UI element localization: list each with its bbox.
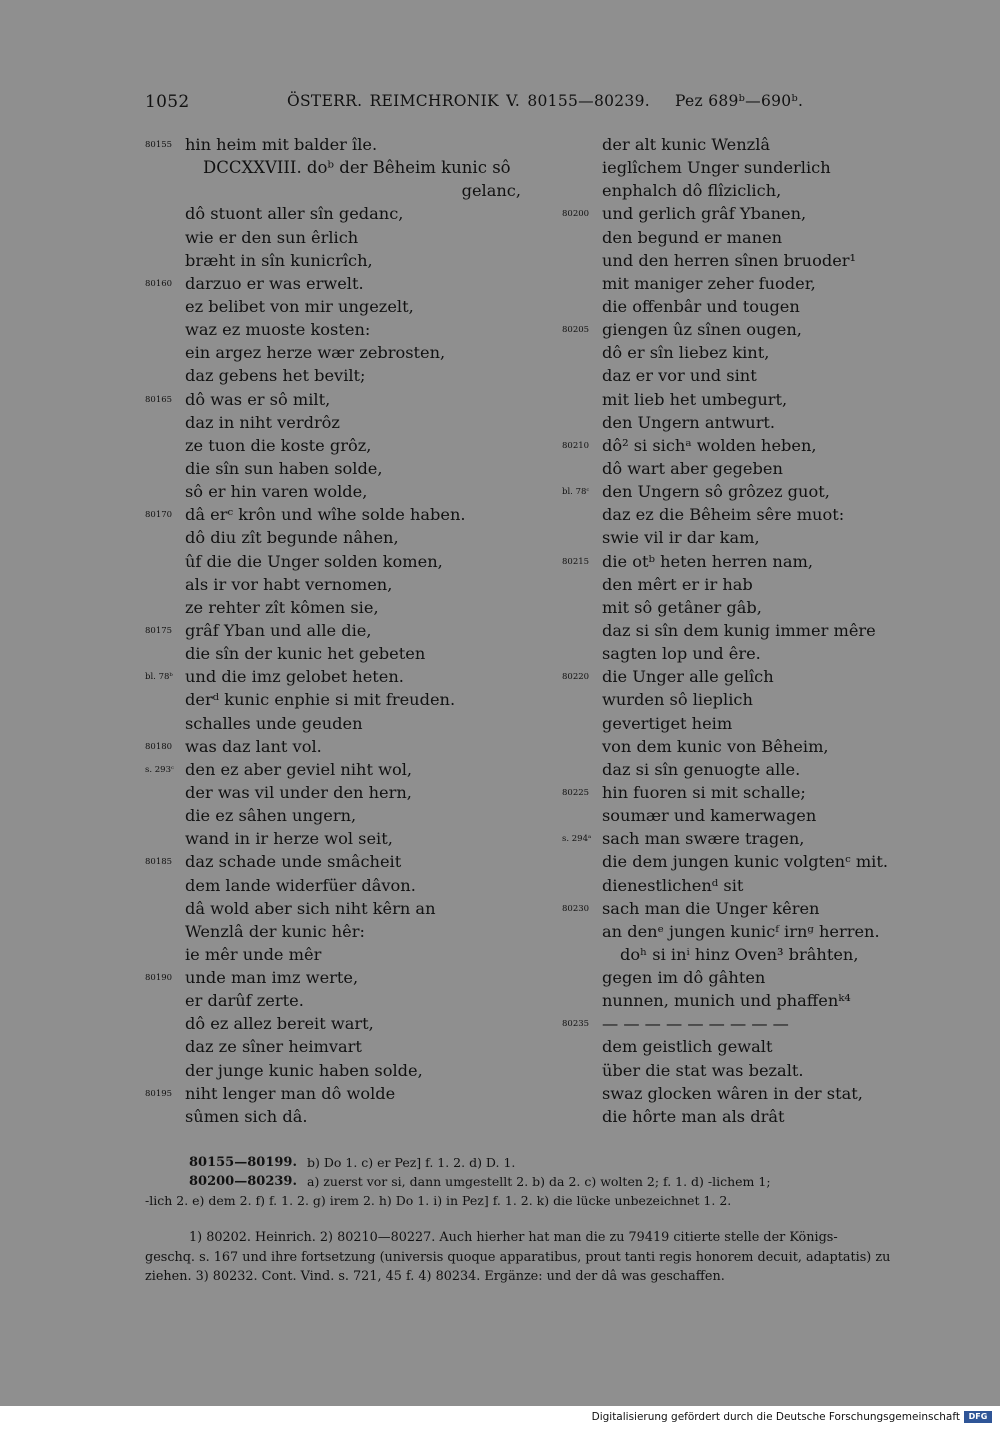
verse-line bbox=[562, 249, 962, 272]
verse-text: den Ungern sô grôzez guot, bbox=[602, 482, 830, 502]
line-number: 80220 bbox=[562, 672, 590, 683]
verse-line bbox=[145, 364, 565, 387]
verse-text: sagten lop und êre. bbox=[602, 644, 761, 664]
verse-text: dô diu zît begunde nâhen, bbox=[185, 528, 399, 548]
line-number: 80200 bbox=[562, 209, 590, 220]
verse-line bbox=[145, 1059, 565, 1082]
verse-line bbox=[145, 943, 565, 966]
verse-line bbox=[562, 850, 962, 873]
footnote-line bbox=[145, 1267, 960, 1287]
verse-line bbox=[562, 804, 962, 827]
verse-text: soumær und kamerwagen bbox=[602, 806, 817, 826]
verse-text: daz si sîn genuogte alle. bbox=[602, 759, 801, 779]
verse-text: gegen im dô gâhten bbox=[602, 968, 766, 988]
line-number: 80195 bbox=[145, 1088, 173, 1099]
verse-text: daz er vor und sint bbox=[602, 366, 757, 386]
variant-text: a) zuerst vor si, dann umgestellt 2. b) da 2. c) wolten 2; f. 1. d) -lichem 1; bbox=[307, 1174, 771, 1189]
verse-text: dô was er sô milt, bbox=[185, 389, 331, 409]
verse-line bbox=[145, 1105, 565, 1128]
verse-line bbox=[562, 827, 962, 850]
verse-line bbox=[562, 550, 962, 573]
verse-line bbox=[145, 179, 565, 202]
line-number: 80205 bbox=[562, 325, 590, 336]
verse-text: den Ungern antwurt. bbox=[602, 412, 776, 432]
verse-line bbox=[145, 411, 565, 434]
verse-text: — — — — — — — — — bbox=[602, 1014, 789, 1034]
verse-line bbox=[145, 457, 565, 480]
verse-text: ze tuon die koste grôz, bbox=[185, 435, 372, 455]
verse-text: ze rehter zît kômen sie, bbox=[185, 597, 379, 617]
verse-line bbox=[145, 295, 565, 318]
verse-line bbox=[145, 480, 565, 503]
verse-line bbox=[562, 758, 962, 781]
verse-line bbox=[562, 897, 962, 920]
verse-text: der was vil under den hern, bbox=[185, 782, 412, 802]
verse-text: wie er den sun êrlich bbox=[185, 227, 359, 247]
verse-text: der alt kunic Wenzlâ bbox=[602, 135, 771, 154]
verse-line bbox=[562, 688, 962, 711]
verse-text: dô wart aber gegeben bbox=[602, 458, 783, 478]
verse-line bbox=[145, 434, 565, 457]
verse-text: die ez sâhen ungern, bbox=[185, 806, 357, 826]
verse-line bbox=[562, 712, 962, 735]
verse-line bbox=[145, 573, 565, 596]
verse-text: unde man imz werte, bbox=[185, 968, 359, 988]
verse-text: dienestlichenᵈ sit bbox=[602, 875, 744, 895]
footnote-line bbox=[145, 1248, 960, 1268]
left-text-column bbox=[145, 133, 565, 1128]
verse-line bbox=[562, 1082, 962, 1105]
verse-line bbox=[562, 526, 962, 549]
verse-text: wurden sô lieplich bbox=[602, 690, 753, 710]
verse-text: die Unger alle gelîch bbox=[602, 667, 774, 687]
verse-line bbox=[145, 526, 565, 549]
line-number: 80155 bbox=[145, 140, 173, 150]
verse-line bbox=[562, 272, 962, 295]
verse-text: swaz glocken wâren in der stat, bbox=[602, 1083, 863, 1103]
verse-line bbox=[145, 619, 565, 642]
verse-line bbox=[145, 341, 565, 364]
chapter-heading: DCCXXVIII. doᵇ der Bêheim kunic sô bbox=[203, 158, 511, 178]
verse-line bbox=[562, 202, 962, 225]
verse-text: giengen ûz sînen ougen, bbox=[602, 320, 802, 340]
verse-line bbox=[562, 989, 962, 1012]
verse-line bbox=[145, 688, 565, 711]
line-number: 80230 bbox=[562, 903, 590, 914]
variant-row bbox=[145, 1191, 965, 1210]
verse-line bbox=[145, 156, 565, 179]
verse-line bbox=[562, 156, 962, 179]
verse-line bbox=[145, 596, 565, 619]
line-number: 80235 bbox=[562, 1019, 590, 1030]
line-number: 80185 bbox=[145, 857, 173, 868]
footer-bar bbox=[0, 1406, 1000, 1429]
verse-text: enphalch dô flîziclich, bbox=[602, 181, 782, 201]
line-number: s. 294ᵃ bbox=[562, 834, 592, 845]
verse-text: er darûf zerte. bbox=[185, 991, 304, 1011]
verse-text: mit maniger zeher fuoder, bbox=[602, 273, 816, 293]
verse-text: ûf die die Unger solden komen, bbox=[185, 551, 443, 571]
verse-text: dâ wold aber sich niht kêrn an bbox=[185, 898, 436, 918]
line-number: 80210 bbox=[562, 440, 590, 451]
verse-text: dô stuont aller sîn gedanc, bbox=[185, 204, 404, 224]
verse-text: und die imz gelobet heten. bbox=[185, 667, 404, 687]
verse-text: dem geistlich gewalt bbox=[602, 1037, 773, 1057]
verse-text: hin heim mit balder île. bbox=[185, 135, 378, 154]
verse-text: dô² si sichᵃ wolden heben, bbox=[602, 435, 817, 455]
verse-text: die sîn sun haben solde, bbox=[185, 458, 383, 478]
verse-text: dâ erᶜ krôn und wîhe solde haben. bbox=[185, 505, 466, 525]
footnote-text: 1) 80202. Heinrich. 2) 80210—80227. Auch hierher hat man die zu 79419 citierte stelle der Königs- bbox=[189, 1230, 838, 1245]
verse-line bbox=[145, 388, 565, 411]
line-number: 80170 bbox=[145, 510, 173, 521]
verse-text: swie vil ir dar kam, bbox=[602, 528, 760, 548]
verse-text: bræht in sîn kunicrîch, bbox=[185, 250, 373, 270]
verse-text: gevertiget heim bbox=[602, 713, 733, 733]
verse-text: als ir vor habt vernomen, bbox=[185, 574, 393, 594]
verse-line bbox=[145, 665, 565, 688]
verse-text: an denᵉ jungen kunicᶠ irnᵍ herren. bbox=[602, 921, 880, 941]
dfg-logo: DFG bbox=[964, 1411, 992, 1423]
verse-line bbox=[562, 341, 962, 364]
variant-apparatus bbox=[145, 1153, 965, 1210]
line-number: 80165 bbox=[145, 394, 173, 405]
verse-line bbox=[562, 966, 962, 989]
verse-text: daz ze sîner heimvart bbox=[185, 1037, 362, 1057]
pez-reference: Pez 689ᵇ—690ᵇ. bbox=[675, 92, 804, 110]
verse-text: die dem jungen kunic volgtenᶜ mit. bbox=[602, 852, 889, 872]
verse-text: daz gebens het bevilt; bbox=[185, 366, 366, 386]
verse-line bbox=[145, 897, 565, 920]
verse-line bbox=[145, 272, 565, 295]
verse-line bbox=[145, 827, 565, 850]
line-number: s. 293ᶜ bbox=[145, 764, 174, 775]
verse-text: wand in ir herze wol seit, bbox=[185, 829, 393, 849]
footnote-line bbox=[145, 1228, 960, 1248]
verse-line bbox=[562, 411, 962, 434]
verse-text: daz in niht verdrôz bbox=[185, 412, 340, 432]
verse-line bbox=[145, 735, 565, 758]
line-number: bl. 78ᶜ bbox=[562, 487, 590, 498]
line-number: bl. 78ᵇ bbox=[145, 672, 173, 683]
variant-text: b) Do 1. c) er Pez] f. 1. 2. d) D. 1. bbox=[307, 1155, 516, 1170]
funding-credit: Digitalisierung gefördert durch die Deutsche Forschungsgemeinschaft bbox=[591, 1411, 960, 1423]
verse-line bbox=[145, 850, 565, 873]
verse-text: den begund er manen bbox=[602, 227, 783, 247]
verse-line bbox=[145, 133, 565, 156]
verse-text: ein argez herze wær zebrosten, bbox=[185, 343, 446, 363]
verse-line bbox=[562, 596, 962, 619]
verse-line bbox=[145, 642, 565, 665]
verse-line bbox=[562, 1035, 962, 1058]
verse-text: gelanc, bbox=[461, 181, 521, 201]
line-number: 80190 bbox=[145, 973, 173, 984]
verse-line bbox=[562, 1059, 962, 1082]
verse-text: sach man swære tragen, bbox=[602, 829, 805, 849]
verse-text: den ez aber geviel niht wol, bbox=[185, 759, 413, 779]
verse-line bbox=[145, 781, 565, 804]
verse-line bbox=[562, 434, 962, 457]
verse-line bbox=[145, 1035, 565, 1058]
verse-line bbox=[562, 318, 962, 341]
verse-line bbox=[562, 1105, 962, 1128]
verse-text: waz ez muoste kosten: bbox=[185, 320, 371, 340]
line-number: 80215 bbox=[562, 556, 590, 567]
verse-line bbox=[145, 249, 565, 272]
line-number: 80175 bbox=[145, 625, 173, 636]
page-header bbox=[145, 88, 958, 116]
verse-text: und den herren sînen bruoder¹ bbox=[602, 250, 857, 270]
verse-text: nunnen, munich und phaffenᵏ⁴ bbox=[602, 991, 851, 1011]
verse-text: grâf Yban und alle die, bbox=[185, 620, 372, 640]
footnote-text: ziehen. 3) 80232. Cont. Vind. s. 721, 45 f. 4) 80234. Ergänze: und der dâ was geschaffen. bbox=[145, 1269, 725, 1284]
verse-text: den mêrt er ir hab bbox=[602, 574, 753, 594]
verse-line bbox=[562, 1012, 962, 1035]
verse-line bbox=[145, 966, 565, 989]
verse-text: die otᵇ heten herren nam, bbox=[602, 551, 813, 571]
verse-text: darzuo er was erwelt. bbox=[185, 273, 364, 293]
verse-line bbox=[562, 388, 962, 411]
verse-text: schalles unde geuden bbox=[185, 713, 363, 733]
verse-text: und gerlich grâf Ybanen, bbox=[602, 204, 807, 224]
page-number: 1052 bbox=[145, 92, 190, 112]
verse-text: was daz lant vol. bbox=[185, 736, 322, 756]
verse-line bbox=[562, 943, 962, 966]
verse-text: die sîn der kunic het gebeten bbox=[185, 644, 426, 664]
variant-range: 80155—80199. bbox=[189, 1155, 297, 1170]
verse-text: die offenbâr und tougen bbox=[602, 296, 800, 316]
verse-line bbox=[145, 202, 565, 225]
verse-line bbox=[145, 1082, 565, 1105]
verse-line bbox=[562, 920, 962, 943]
verse-line bbox=[145, 920, 565, 943]
verse-text: über die stat was bezalt. bbox=[602, 1060, 804, 1080]
verse-line bbox=[145, 550, 565, 573]
verse-text: hin fuoren si mit schalle; bbox=[602, 782, 806, 802]
verse-line bbox=[145, 1012, 565, 1035]
verse-text: dô ez allez bereit wart, bbox=[185, 1014, 374, 1034]
verse-line bbox=[562, 295, 962, 318]
verse-line bbox=[145, 804, 565, 827]
line-number: 80225 bbox=[562, 787, 590, 798]
line-number: 80180 bbox=[145, 741, 173, 752]
verse-line bbox=[562, 735, 962, 758]
verse-line bbox=[562, 457, 962, 480]
verse-line bbox=[562, 480, 962, 503]
verse-text: sô er hin varen wolde, bbox=[185, 482, 368, 502]
verse-text: derᵈ kunic enphie si mit freuden. bbox=[185, 690, 456, 710]
footnotes bbox=[145, 1228, 960, 1287]
verse-line bbox=[145, 989, 565, 1012]
right-text-column bbox=[562, 133, 962, 1128]
verse-line bbox=[562, 573, 962, 596]
verse-text: ez belibet von mir ungezelt, bbox=[185, 296, 414, 316]
verse-line bbox=[145, 758, 565, 781]
verse-line bbox=[145, 318, 565, 341]
verse-line bbox=[562, 642, 962, 665]
verse-line bbox=[562, 133, 962, 156]
variant-row bbox=[145, 1172, 965, 1191]
verse-text: der junge kunic haben solde, bbox=[185, 1060, 423, 1080]
verse-text: dem lande widerfüer dâvon. bbox=[185, 875, 416, 895]
variant-range: 80200—80239. bbox=[189, 1174, 297, 1189]
verse-text: die hôrte man als drât bbox=[602, 1106, 785, 1126]
verse-line bbox=[562, 179, 962, 202]
verse-line bbox=[145, 503, 565, 526]
verse-line bbox=[562, 364, 962, 387]
verse-line bbox=[562, 503, 962, 526]
footnote-text: geschq. s. 167 und ihre fortsetzung (universis quoque apparatibus, prout tanti regis honorem decuit, adaptatis) zu bbox=[145, 1249, 891, 1265]
running-title: ÖSTERR. REIMCHRONIK V. 80155—80239. bbox=[287, 92, 650, 110]
verse-text: daz si sîn dem kunig immer mêre bbox=[602, 620, 876, 640]
verse-text: Wenzlâ der kunic hêr: bbox=[185, 921, 365, 941]
verse-text: doʰ si inⁱ hinz Oven³ brâhten, bbox=[620, 944, 859, 964]
verse-line bbox=[562, 619, 962, 642]
line-number: 80160 bbox=[145, 278, 173, 289]
verse-text: sach man die Unger kêren bbox=[602, 898, 820, 918]
verse-line bbox=[562, 781, 962, 804]
verse-text: mit sô getâner gâb, bbox=[602, 597, 762, 617]
verse-text: von dem kunic von Bêheim, bbox=[602, 736, 829, 756]
variant-text: -lich 2. e) dem 2. f) f. 1. 2. g) irem 2. h) Do 1. i) in Pez] f. 1. 2. k) die lücke unbezeichnet 1. 2. bbox=[145, 1193, 732, 1208]
verse-text: niht lenger man dô wolde bbox=[185, 1083, 396, 1103]
verse-text: sûmen sich dâ. bbox=[185, 1106, 308, 1126]
verse-line bbox=[562, 874, 962, 897]
verse-line bbox=[562, 226, 962, 249]
verse-text: daz ez die Bêheim sêre muot: bbox=[602, 505, 845, 525]
verse-line bbox=[145, 226, 565, 249]
verse-text: ieglîchem Unger sunderlich bbox=[602, 158, 831, 178]
verse-text: ie mêr unde mêr bbox=[185, 944, 322, 964]
variant-row bbox=[145, 1153, 965, 1172]
verse-text: mit lieb het umbegurt, bbox=[602, 389, 788, 409]
verse-line bbox=[562, 665, 962, 688]
verse-line bbox=[145, 712, 565, 735]
verse-text: dô er sîn liebez kint, bbox=[602, 343, 770, 363]
verse-text: daz schade unde smâcheit bbox=[185, 852, 402, 872]
verse-line bbox=[145, 874, 565, 897]
